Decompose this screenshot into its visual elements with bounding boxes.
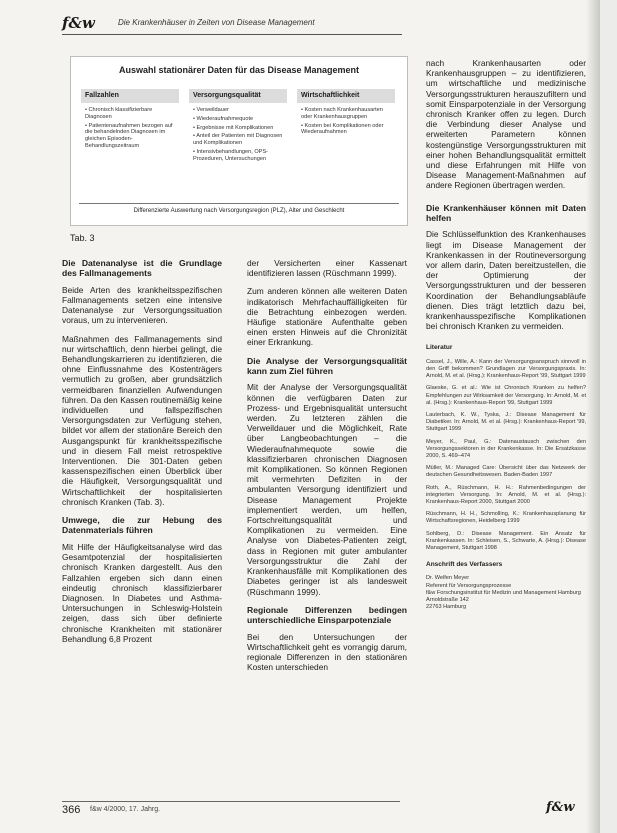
figure-column-fallzahlen xyxy=(81,89,179,152)
address-line: Dr. Welfen Meyer xyxy=(426,575,470,582)
address-line: Arnoldstraße 142 xyxy=(426,596,469,603)
figure-list-item: • Ergebnisse mit Komplikationen xyxy=(193,125,287,132)
text-column-1 xyxy=(62,258,222,652)
section-heading: Die Analyse der Versorgungsqualität kann zum Ziel führen xyxy=(247,355,407,377)
figure-list-item: • Chronisch klassifizierbare Diagnosen xyxy=(85,107,179,121)
figure-column-list xyxy=(189,107,287,163)
section-heading: Die Krankenhäuser können mit Daten helfen xyxy=(426,202,586,224)
figure-list-item: • Intensivbehandlungen, OPS-Prozeduren, Untersuchungen xyxy=(193,149,287,163)
journal-logo: f&w xyxy=(62,14,95,32)
paragraph: Maßnahmen des Fallmanagements sind nur wirtschaftlich, denn hierbei gelingt, die Behandlungskarrieren zu identifizieren, die ohne Einflussnahme des Kostenträgers vermutlich zu großen, aber grundsätzlich vermeidbaren finanziellen Aufwendungen führen. Da den Kassen routinemäßig keine individuellen und fallspezifischen Versorgungsdaten zur Verfügung stehen, bildet vor allem der stationäre Bereich den Ausgangspunkt für krankheitsspezifische und in diesem Fall meist retrospektive Interventionen. Die 301-Daten geben kassenspezifischen einen Überblick über die Häufigkeit, Versorgungsqualität und Wirtschaftlichkeit der hospitalisierten chronisch Kranken (Tab. 3). xyxy=(62,333,222,507)
figure-list-item: • Patientenaufnahmen bezogen auf die behandelnden Diagnosen im gleichen Episoden-Behandlungszeitraum xyxy=(85,123,179,150)
figure-list-item: • Wiederaufnahmequote xyxy=(193,116,287,123)
reference-item: Müller, M.: Managed Care: Übersicht über das Netzwerk der deutschen Gesundheitswesen. Baden-Baden 1997 xyxy=(426,465,586,479)
figure-list-item: • Anteil der Patienten mit Diagnosen und Komplikationen xyxy=(193,133,287,147)
address-line: 22763 Hamburg xyxy=(426,604,467,611)
reference-item: Lauterbach, K. W., Tyska, J.: Disease Management für Diabetiker. In: Arnold, M. et al. (Hrsg.): Krankenhaus-Report '99, Stuttgart 1999 xyxy=(426,411,586,433)
reference-item: Meyer, K., Paul, G.: Datenaustausch zwischen den Versorgungssektoren in der Krankenkasse. In: Die Ersatzkasse 2000, S. 469–474 xyxy=(426,438,586,459)
footer-rule xyxy=(62,801,400,802)
reference-item: Rüschmann, H. H., Schmolling, K.: Krankenhausplanung für Wirtschaftsregionen, Heidelberg 1999 xyxy=(426,511,586,525)
paragraph: der Versicherten einer Kassenart identifizieren lassen (Rüschmann 1999). xyxy=(247,258,407,279)
footer-logo: f&w xyxy=(546,800,575,815)
paragraph: Bei den Untersuchungen der Wirtschaftlichkeit geht es vorrangig darum, regionale Differenzen in den stationären Kosten unterschieden xyxy=(247,631,407,673)
running-header-title: Die Krankenhäuser in Zeiten von Disease Management xyxy=(118,18,315,27)
figure-column-versorgungsqualitaet xyxy=(189,89,287,165)
figure-column-heading: Fallzahlen xyxy=(81,89,179,103)
text-column-2 xyxy=(247,258,407,680)
section-heading: Die Datenanalyse ist die Grundlage des Fallmanagements xyxy=(62,258,222,279)
figure-footer: Differenzierte Auswertung nach Versorgungsregion (PLZ), Alter und Geschlecht xyxy=(79,203,399,218)
page-number: 366 xyxy=(62,804,81,816)
figure-list-item: • Kosten nach Krankenhausarten oder Krankenhausgruppen xyxy=(301,107,395,121)
address-line: Referent für Versorgungsprozesse xyxy=(426,582,512,589)
paragraph: Beide Arten des krankheitsspezifischen Fallmanagements setzen eine intensive Datenanalyse zur Versorgungssituation voraus, um zu intervenieren. xyxy=(62,284,222,326)
section-heading: Regionale Differenzen bedingen unterschiedliche Einsparpotenziale xyxy=(247,604,407,626)
paragraph: nach Krankenhausarten oder Krankenhausgruppen – zu identifizieren, um wirtschaftliche und medizinische Versorgungsstrukturen herauszufiltern und somit Einsparpotenziale in der Versorgung chronisch Kranker offen zu legen. Durch die Verbindung dieser Analyse und erweiterten Parametern können kostengünstige Versorgungsstrukturen mit einer hohen Behandlungsqualität ermittelt und diese Erfahrungen mit Hilfe von Disease Management-Maßnahmen auf andere Regionen übertragen werden. xyxy=(426,58,586,191)
reference-item: Sohlberg, D.: Disease Management. Ein Ansatz für Krankenkassen. In: Schleisen, S., Schwarte, A. (Hrsg.): Disease Management, Stuttgart 1998 xyxy=(426,530,586,551)
section-heading: Umwege, die zur Hebung des Datenmaterials führen xyxy=(62,515,222,536)
address-line: f&w Forschungsinstitut für Medizin und Management Hamburg xyxy=(426,589,581,596)
reference-item: Glaeske, G. et al.: Wie ist Chronisch Kranken zu helfen? Empfehlungen zur Wirksamkeit der Versorgung. In: Arnold, M. et al. (Hrsg.): Krankenhaus-Report '99, Stuttgart 1999 xyxy=(426,385,586,406)
figure-column-heading: Versorgungsqualität xyxy=(189,89,287,103)
reference-item: Roth, A., Rüschmann, H. H.: Rahmenbedingungen der integrierten Versorgung. In: Arnold, M. et al. (Hrsg.): Krankenhaus-Report 2000, Stuttgart 2000 xyxy=(426,484,586,505)
figure-column-list xyxy=(297,107,395,136)
figure-list-item: • Verweildauer xyxy=(193,107,287,114)
running-header xyxy=(62,14,462,34)
paragraph: Zum anderen können alle weiteren Daten indikatorisch Mehrfachauffälligkeiten für die Betrachtung einbezogen werden. Häufige stationäre Aufenthalte geben einen ersten Hinweis auf die Chronizität einer Erkrankung. xyxy=(247,286,407,348)
figure-list-item: • Kosten bei Komplikationen oder Wiederaufnahmen xyxy=(301,123,395,137)
text-column-3 xyxy=(426,58,586,611)
figure-column-wirtschaftlichkeit xyxy=(297,89,395,138)
figure-table xyxy=(70,56,408,226)
paragraph: Mit Hilfe der Häufigkeitsanalyse wird das Gesamtpotenzial der hospitalisierten chronisch Kranken dargestellt. Aus den Fallzahlen ergeben sich dann einen eindeutig chronisch klassifizierbarer Diagnosen. In Diabetes und Asthma-Untersuchungen in Schleswig-Holstein zeigen, dass sich über definierte chronische Krankheiten mit stationärer Behandlung 6,8 Prozent xyxy=(62,541,222,644)
header-rule xyxy=(62,34,402,35)
references-title: Literatur xyxy=(426,344,453,352)
figure-column-list xyxy=(81,107,179,150)
paragraph: Mit der Analyse der Versorgungsqualität können die verfügbaren Daten zur Prozess- und Ergebnisqualität untersucht werden. Zu letzteren zählen die Verweildauer und die Möglichkeit, Rate über Langbeobachtungen – die Wiederaufnahmequote sowie die klassifizierbaren chronischen Diagnosen mit Komplikationen. So können Regionen mit vermehrten Defiziten in der ambulanten Versorgung identifiziert und Disease Management Projekte implementiert werden, um helfen, Fortschreitungsqualität und Komplikationen zu vermeiden. Eine Analyse von Diabetes-Patienten zeigt, dass in Regionen mit guter ambulanter Versorgungsstruktur die Zahl der Krankenhausfälle mit Komplikationen des Diabetes geringer ist als landesweit (Rüschmann 1999). xyxy=(247,382,407,597)
table-caption: Tab. 3 xyxy=(70,233,95,243)
paragraph: Die Schlüsselfunktion des Krankenhauses liegt im Disease Management der Krankenkassen in der Routineversorgung vor allem darin, Daten bereitzustellen, die der Optimierung der Versorgungsstrukturen und der besseren Koordination der Behandlungsabläufe dienen. Dies trägt letztlich dazu bei, krankenhausspezifische Komplikationen bei chronisch Kranken zu vermeiden. xyxy=(426,229,586,332)
footer-issue: f&w 4/2000, 17. Jahrg. xyxy=(90,806,161,813)
figure-title: Auswahl stationärer Daten für das Disease Management xyxy=(118,65,360,75)
figure-column-heading: Wirtschaftlichkeit xyxy=(297,89,395,103)
reference-item: Cassel, J., Wille, A.: Kann der Versorgungsanspruch sinnvoll in den Griff bekommen? Grundlagen zur Versorgungspraxis. In: Arnold, M. et al. (Hrsg.): Krankenhaus-Report '99, Stuttgart 1999 xyxy=(426,358,586,380)
address-title: Anschrift des Verfassers xyxy=(426,561,503,569)
